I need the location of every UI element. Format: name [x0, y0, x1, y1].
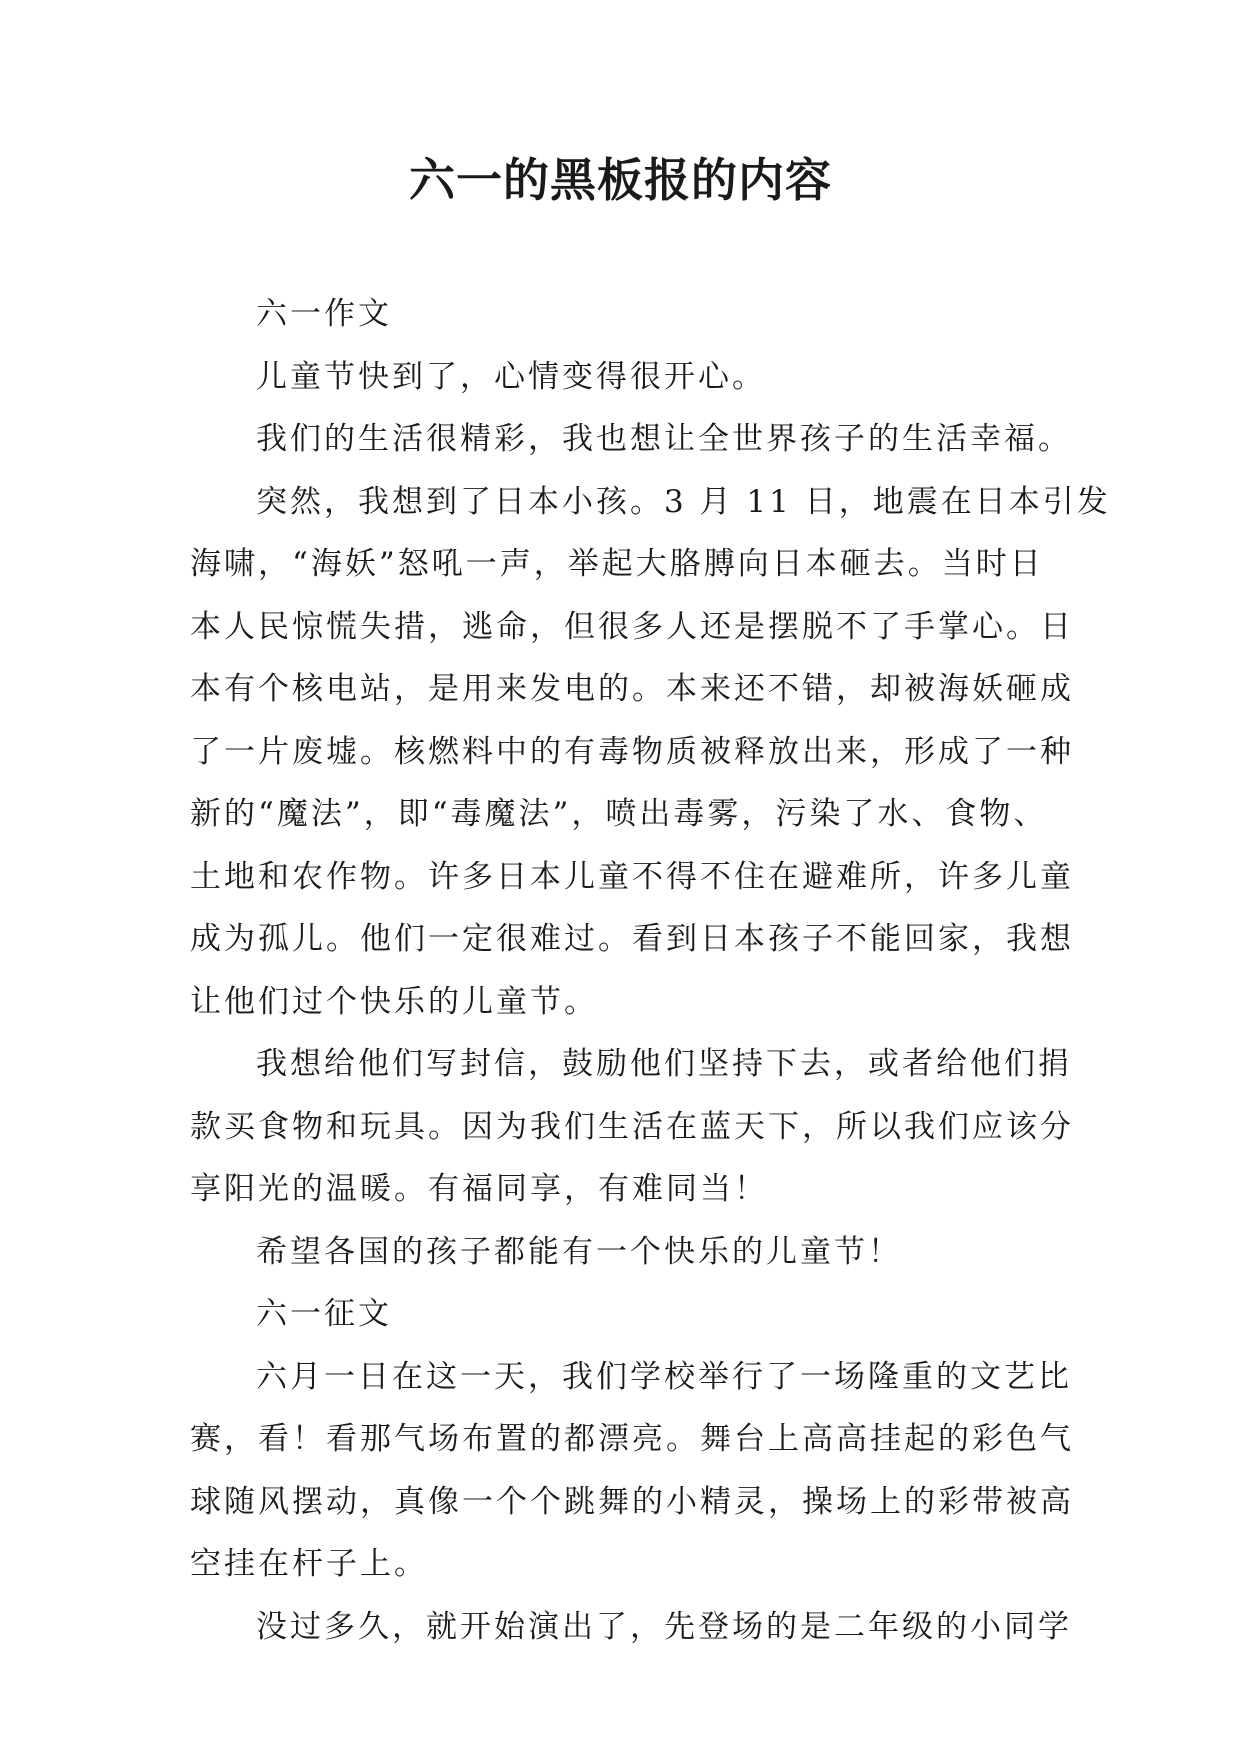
paragraph-line: 款买食物和玩具。因为我们生活在蓝天下，所以我们应该分: [190, 1108, 1074, 1145]
paragraph-line: 希望各国的孩子都能有一个快乐的儿童节！: [256, 1233, 902, 1270]
paragraph-line: 本人民惊慌失措，逃命，但很多人还是摆脱不了手掌心。日: [190, 608, 1074, 645]
paragraph-line: 球随风摆动，真像一个个跳舞的小精灵，操场上的彩带被高: [190, 1483, 1074, 1520]
paragraph-line: 没过多久，就开始演出了，先登场的是二年级的小同学: [256, 1608, 1072, 1645]
paragraph-line: 享阳光的温暖。有福同享，有难同当！: [190, 1171, 768, 1207]
paragraph-line: 本有个核电站，是用来发电的。本来还不错，却被海妖砸成: [190, 671, 1074, 707]
paragraph-line: 海啸，“海妖”怒吼一声，举起大胳膊向日本砸去。当时日: [190, 546, 1044, 582]
document-title: 六一的黑板报的内容: [409, 153, 832, 207]
section-heading: 六一作文: [256, 296, 392, 332]
paragraph-line: 新的“魔法”，即“毒魔法”，喷出毒雾，污染了水、食物、: [190, 796, 1048, 832]
document-body: [190, 283, 1111, 1658]
section-heading: 六一征文: [256, 1296, 392, 1332]
paragraph-line: 赛，看！看那气场布置的都漂亮。舞台上高高挂起的彩色气: [190, 1421, 1074, 1457]
paragraph-line: 我想给他们写封信，鼓励他们坚持下去，或者给他们捐: [256, 1046, 1072, 1082]
paragraph-line: 了一片废墟。核燃料中的有毒物质被释放出来，形成了一种: [190, 733, 1074, 770]
paragraph-line: 空挂在杆子上。: [190, 1546, 428, 1582]
paragraph-line: 让他们过个快乐的儿童节。: [190, 983, 598, 1020]
paragraph-line: 我们的生活很精彩，我也想让全世界孩子的生活幸福。: [256, 421, 1072, 457]
paragraph-line: 六月一日在这一天，我们学校举行了一场隆重的文艺比: [256, 1358, 1072, 1395]
paragraph-line: 土地和农作物。许多日本儿童不得不住在避难所，许多儿童: [190, 858, 1074, 895]
paragraph-line: 突然，我想到了日本小孩。3 月 11 日，地震在日本引发: [256, 483, 1111, 520]
paragraph-line: 成为孤儿。他们一定很难过。看到日本孩子不能回家，我想: [190, 921, 1074, 957]
paragraph-line: 儿童节快到了，心情变得很开心。: [256, 358, 766, 395]
